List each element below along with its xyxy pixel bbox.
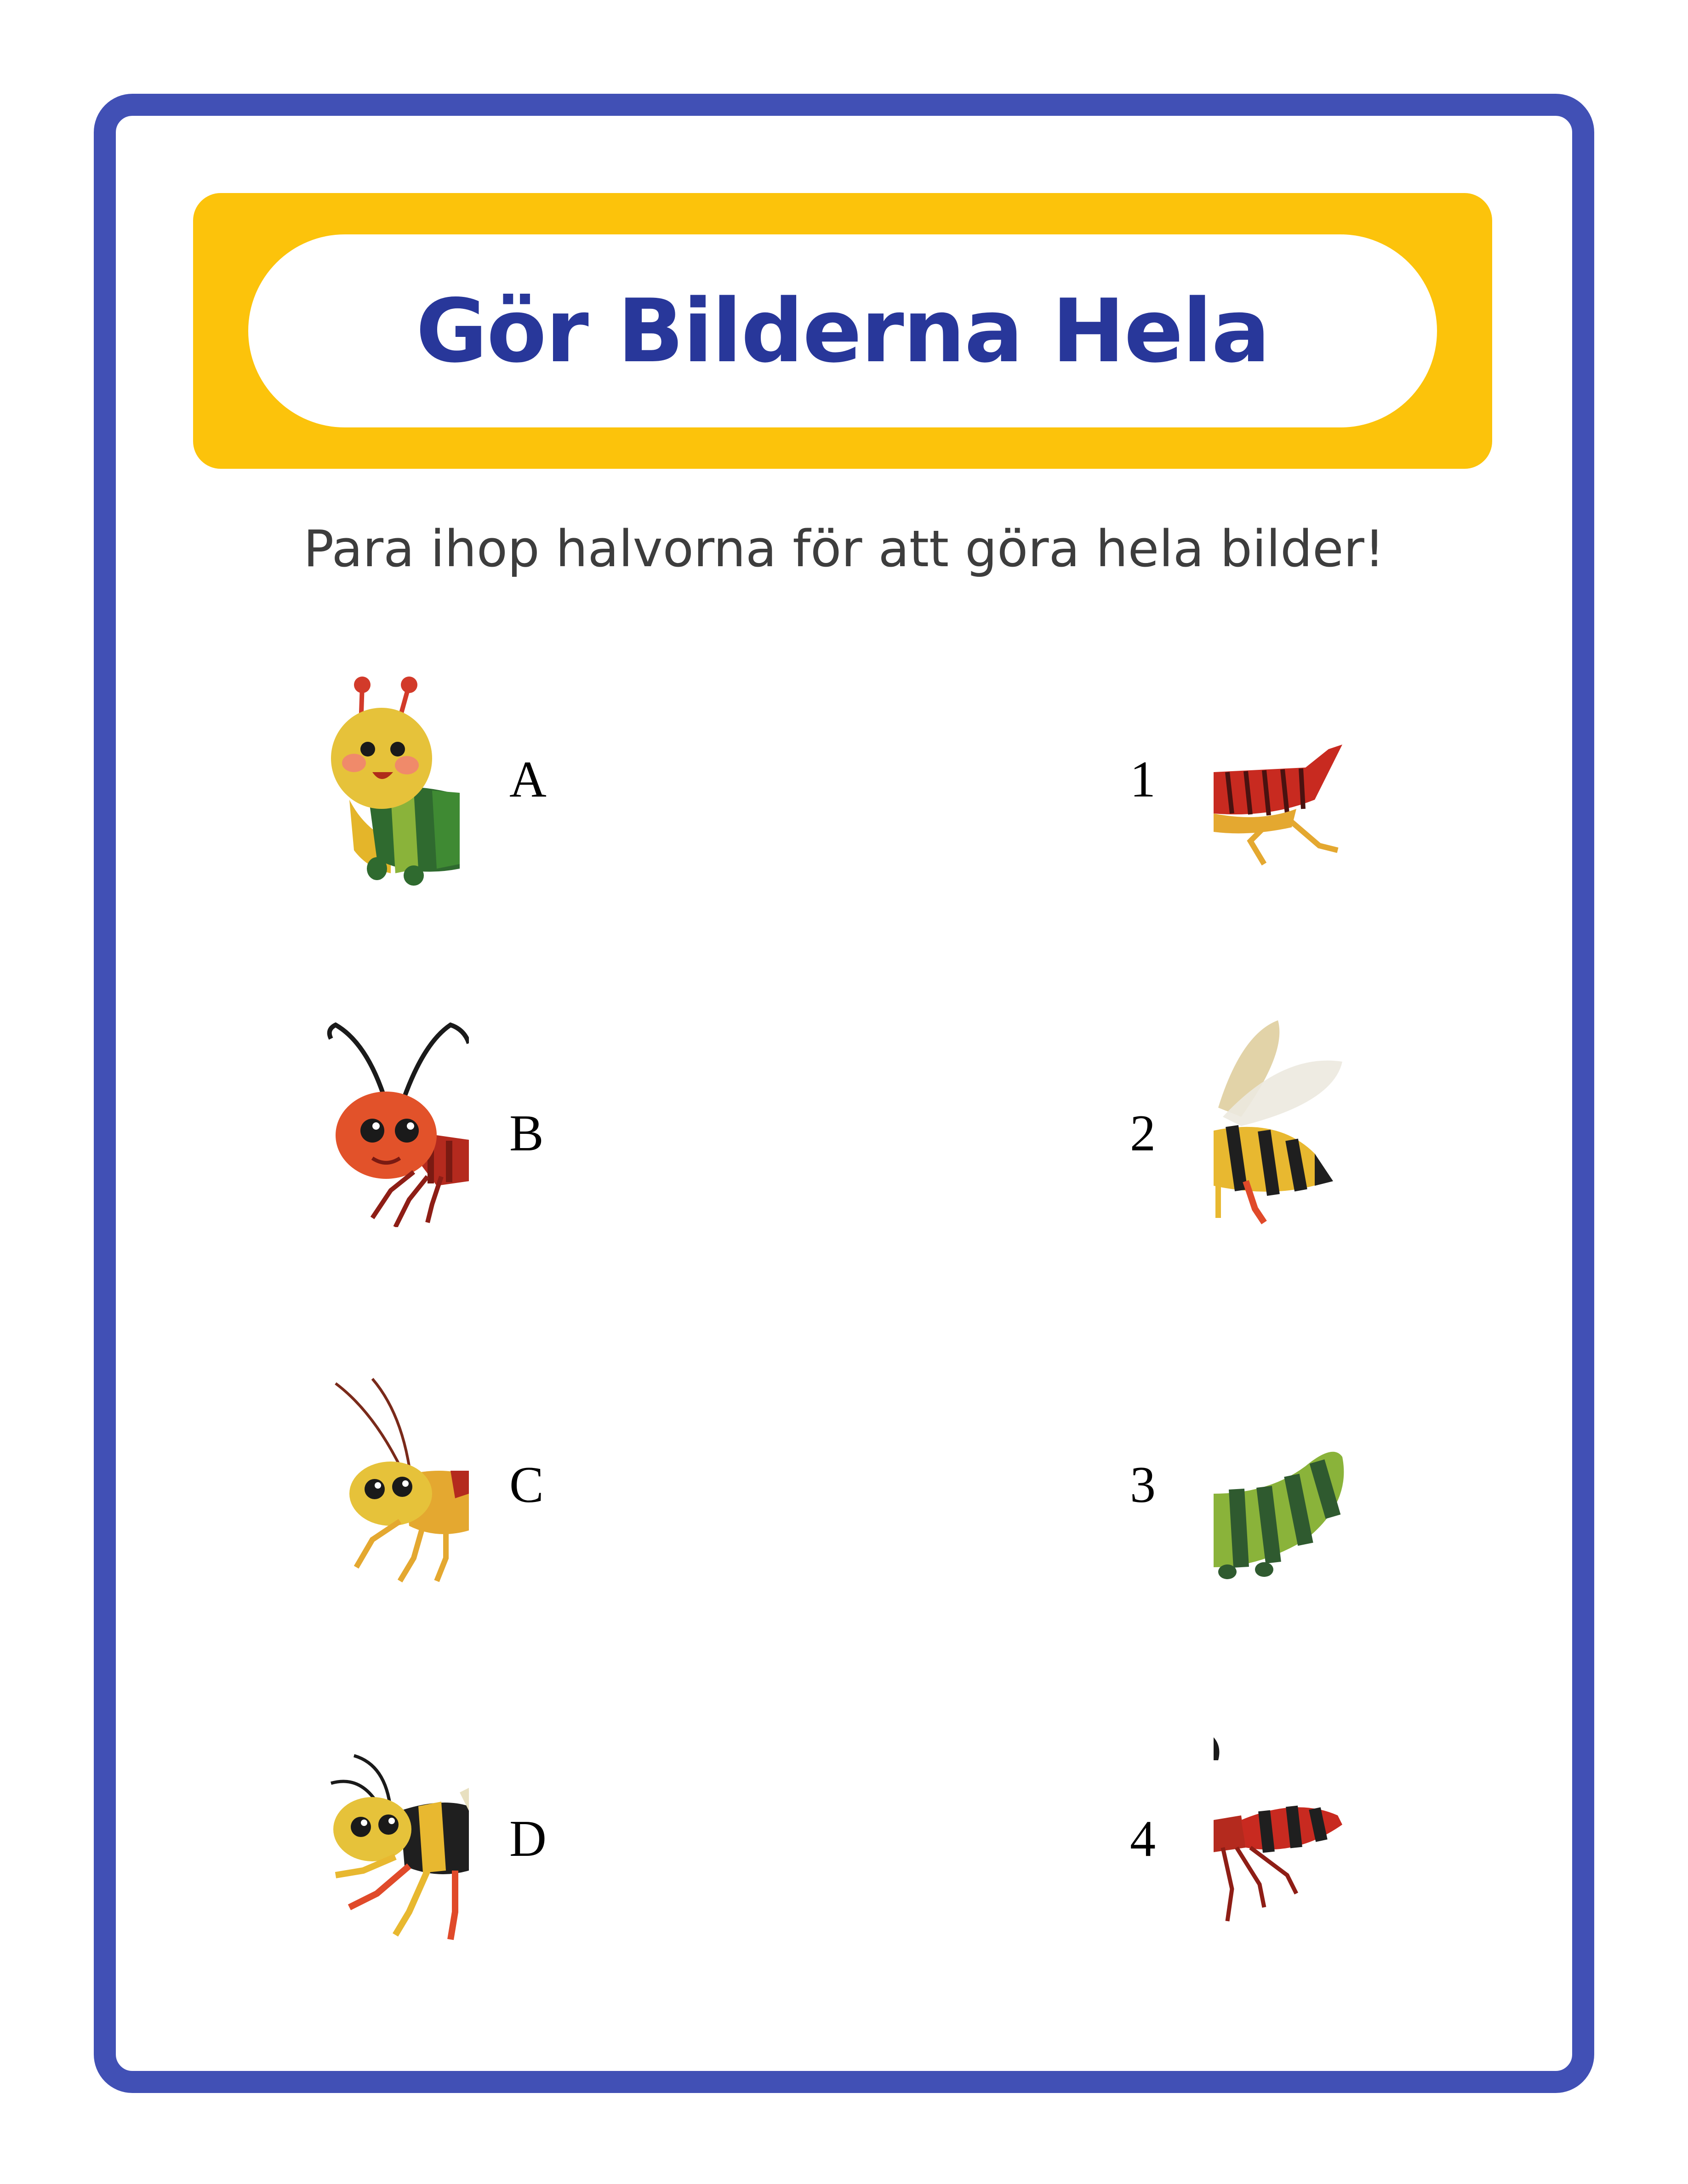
label-3: 3 xyxy=(1130,1456,1156,1513)
label-b: B xyxy=(509,1105,544,1162)
instruction-text: Para ihop halvorna för att göra hela bilder! xyxy=(303,519,1385,578)
title-banner xyxy=(193,193,1492,469)
grasshopper-tail-half-icon xyxy=(1214,708,1361,919)
label-4: 4 xyxy=(1130,1810,1156,1867)
caterpillar-head-half-icon xyxy=(322,676,469,887)
label-a: A xyxy=(509,751,547,808)
label-d: D xyxy=(509,1810,547,1867)
label-c: C xyxy=(509,1456,544,1513)
label-1: 1 xyxy=(1130,751,1156,808)
bee-tail-half-icon xyxy=(1214,1016,1361,1227)
label-2: 2 xyxy=(1130,1105,1156,1162)
title-pill xyxy=(248,234,1437,427)
page-title: Gör Bilderna Hela xyxy=(416,280,1270,382)
ant-head-half-icon xyxy=(322,1016,469,1227)
caterpillar-tail-half-icon xyxy=(1214,1429,1361,1641)
ant-tail-half-icon xyxy=(1214,1737,1361,1949)
grasshopper-head-half-icon xyxy=(322,1374,469,1586)
wasp-head-half-icon xyxy=(322,1737,469,1949)
